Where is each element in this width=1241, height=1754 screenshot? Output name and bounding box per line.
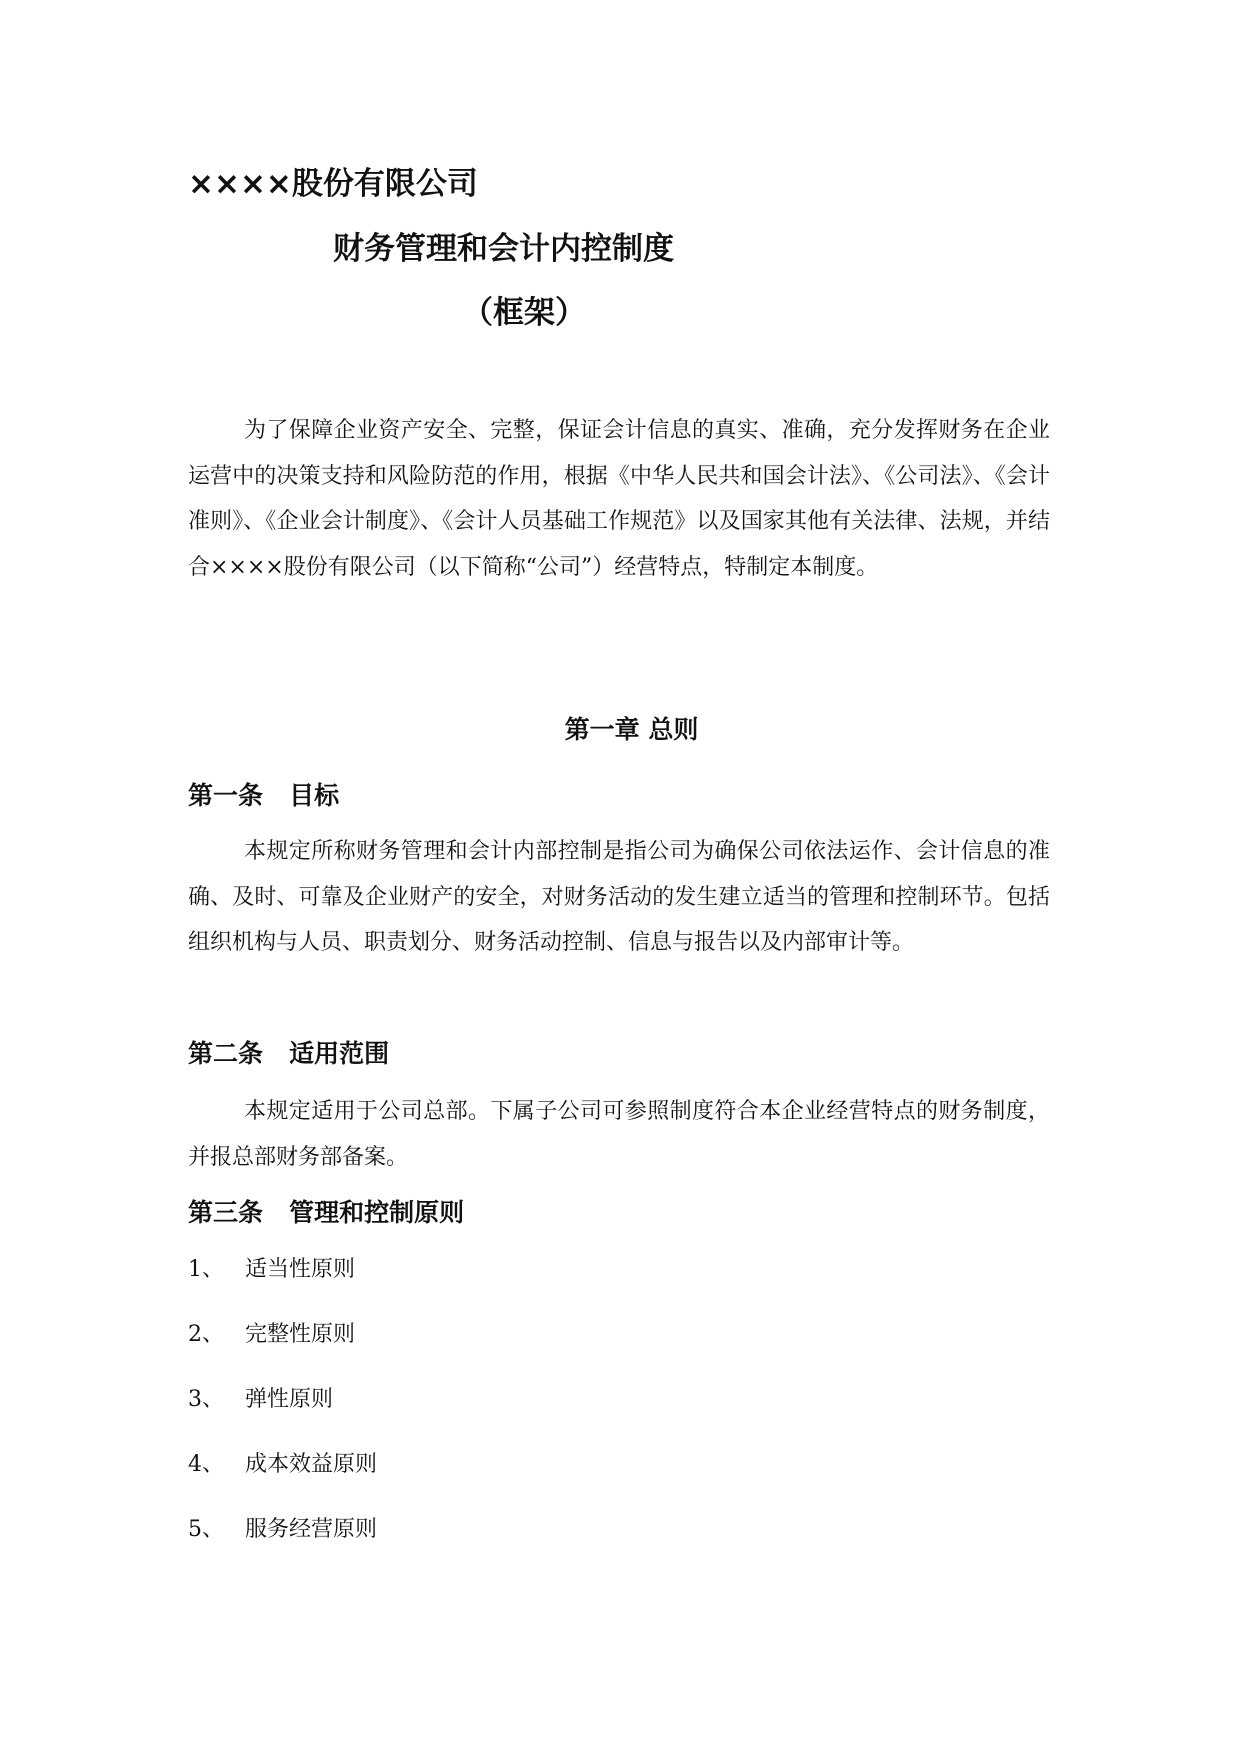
chapter-heading: 第一章 总则 bbox=[564, 715, 699, 744]
list-item-text: 完整性原则 bbox=[245, 1322, 356, 1347]
list-item bbox=[188, 1252, 377, 1317]
list-item bbox=[188, 1382, 377, 1447]
article-1-body: 本规定所称财务管理和会计内部控制是指公司为确保公司依法运作、会计信息的准确、及时、可靠及企业财产的安全，对财务活动的发生建立适当的管理和控制环节。包括组织机构与人员、职责划分、财务活动控制、信息与报告以及内部审计等。 bbox=[188, 839, 1050, 955]
list-item-number: 1、 bbox=[188, 1257, 224, 1282]
list-item-text: 适当性原则 bbox=[245, 1257, 356, 1282]
list-item bbox=[188, 1447, 377, 1512]
list-item-text: 成本效益原则 bbox=[245, 1452, 378, 1477]
principles-list bbox=[188, 1252, 377, 1577]
article-2-heading: 第二条 适用范围 bbox=[188, 1039, 390, 1068]
company-title: ××××股份有限公司 bbox=[188, 166, 478, 202]
list-item bbox=[188, 1317, 377, 1382]
document-subtitle: （框架） bbox=[462, 295, 586, 331]
article-3-heading: 第三条 管理和控制原则 bbox=[188, 1198, 465, 1227]
list-item-text: 服务经营原则 bbox=[245, 1517, 378, 1542]
list-item bbox=[188, 1512, 377, 1577]
article-2-body: 本规定适用于公司总部。下属子公司可参照制度符合本企业经营特点的财务制度，并报总部财务部备案。 bbox=[188, 1099, 1050, 1170]
list-item-text: 弹性原则 bbox=[245, 1387, 334, 1412]
document-title: 财务管理和会计内控制度 bbox=[333, 231, 674, 267]
list-item-number: 4、 bbox=[188, 1452, 224, 1477]
intro-paragraph: 为了保障企业资产安全、完整，保证会计信息的真实、准确，充分发挥财务在企业运营中的决策支持和风险防范的作用，根据《中华人民共和国会计法》、《公司法》、《会计准则》、《企业会计制度》、《会计人员基础工作规范》以及国家其他有关法律、法规，并结合××××股份有限公司（以下简称“公司”）经营特点，特制定本制度。 bbox=[188, 418, 1050, 580]
list-item-number: 3、 bbox=[188, 1387, 224, 1412]
list-item-number: 2、 bbox=[188, 1322, 224, 1347]
list-item-number: 5、 bbox=[188, 1517, 224, 1542]
article-1-heading: 第一条 目标 bbox=[188, 781, 340, 810]
